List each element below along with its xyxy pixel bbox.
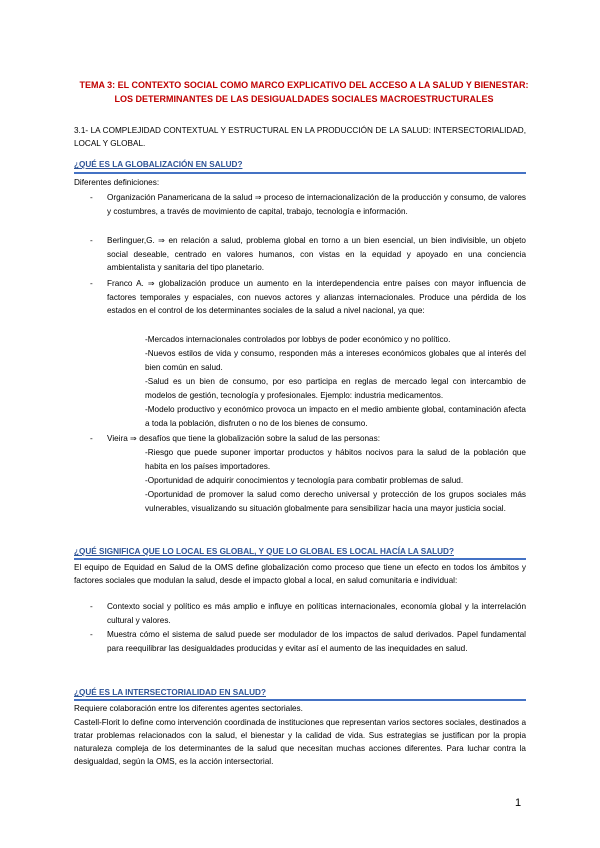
list-item: Organización Panamericana de la salud ⇒ proceso de internacionalización de la producción y consumo, de valores y costumbres, a través de movimiento de capital, trabajo, tecnología e información. (107, 193, 526, 216)
section2-intro: El equipo de Equidad en Salud de la OMS define globalización como proceso que tiene un efecto en todos los ámbitos y factores sociales que modulan la salud, desde el impacto global a local, en salud comunitaria e individual: (74, 563, 526, 585)
section3-paragraph: Castell-Florit lo define como intervención coordinada de instituciones que representan varios sectores sociales, destinados a tratar problemas relacionados con la salud, el bienestar y la calidad de vida. Sus estrategias se justifican por la propia naturaleza compleja de los determinantes de la salud que necesitan muchas acciones diferentes. Para luchar contra la desigualdad, según la OMS, es la acción intersectorial. (74, 718, 526, 766)
bullet-dash: - (90, 193, 93, 202)
sub-item: -Oportunidad de adquirir conocimientos y tecnología para combatir problemas de salud. (145, 476, 464, 485)
section1-heading: ¿QUÉ ES LA GLOBALIZACIÓN EN SALUD? (74, 160, 243, 169)
sub-item: -Modelo productivo y económico provoca un impacto en el medio ambiente global, contaminación afecta a toda la población, disfruten o no de los bienes de consumo. (145, 405, 526, 428)
list-item: Vieira ⇒ desafíos que tiene la globalización sobre la salud de las personas: (107, 434, 380, 443)
sub-item: -Riesgo que puede suponer importar productos y hábitos nocivos para la salud de la población que habita en los países importadores. (145, 448, 526, 471)
section1-intro: Diferentes definiciones: (74, 178, 160, 187)
list-item: Muestra cómo el sistema de salud puede ser modulador de los impactos de salud derivados. Papel fundamental para reequilibrar las desigualdades producidas y evitar así el aumento de las inequidades en salud. (107, 630, 526, 653)
section2-heading: ¿QUÉ SIGNIFICA QUE LO LOCAL ES GLOBAL, Y QUE LO GLOBAL ES LOCAL HACÍA LA SALUD? (74, 547, 454, 556)
section3-heading-bar (74, 699, 526, 701)
section2-heading-bar (74, 558, 526, 560)
bullet-dash: - (90, 434, 93, 443)
page-number: 1 (515, 797, 522, 809)
list-item: Berlinguer,G. ⇒ en relación a salud, problema global en torno a un bien esencial, un bien indivisible, un objeto social deseable, centrado en valores humanos, con vistas en la equidad y apoyado en una conciencia ambientalista y sanitaria del tipo planetario. (107, 236, 526, 273)
bullet-dash: - (90, 279, 93, 288)
list-item: Contexto social y político es más amplio e influye en políticas internacionales, economía global y la interrelación cultural y valores. (107, 602, 526, 625)
document-title: TEMA 3: EL CONTEXTO SOCIAL COMO MARCO EXPLICATIVO DEL ACCESO A LA SALUD Y BIENESTAR: LOS DETERMINANTES DE LAS DESIGUALDADES SOCIALES MACROESTRUCTURALES (79, 80, 529, 104)
bullet-dash: - (90, 630, 93, 639)
list-item: Franco A. ⇒ globalización produce un aumento en la interdependencia entre países con mayor influencia de factores temporales y espaciales, con nuevos actores y alianzas internacionales. Produce una pérdida de los estados en el control de los determinantes sociales de la salud a nivel nacional, ya que: (107, 279, 526, 316)
sub-item: -Nuevos estilos de vida y consumo, responden más a intereses económicos globales que al interés del bien común en salud. (145, 349, 526, 372)
section3-line: Requiere colaboración entre los diferentes agentes sectoriales. (74, 704, 303, 713)
sub-item: -Oportunidad de promover la salud como derecho universal y protección de los grupos sociales más vulnerables, visualizando su situación globalmente para sensibilizar hacia una mayor justicia social. (145, 490, 526, 513)
bullet-dash: - (90, 236, 93, 245)
sub-item: -Salud es un bien de consumo, por eso participa en reglas de mercado legal con intercambio de modelos de gestión, tecnología y profesionales. Ejemplo: industria medicamentos. (145, 377, 526, 400)
sub-item: -Mercados internacionales controlados por lobbys de poder económico y no político. (145, 335, 451, 344)
bullet-dash: - (90, 602, 93, 611)
section1-heading-bar (74, 172, 526, 174)
section3-heading: ¿QUÉ ES LA INTERSECTORIALIDAD EN SALUD? (74, 688, 266, 697)
section-subtitle: 3.1- LA COMPLEJIDAD CONTEXTUAL Y ESTRUCTURAL EN LA PRODUCCIÓN DE LA SALUD: INTERSECTORIALIDAD, LOCAL Y GLOBAL. (74, 126, 526, 148)
